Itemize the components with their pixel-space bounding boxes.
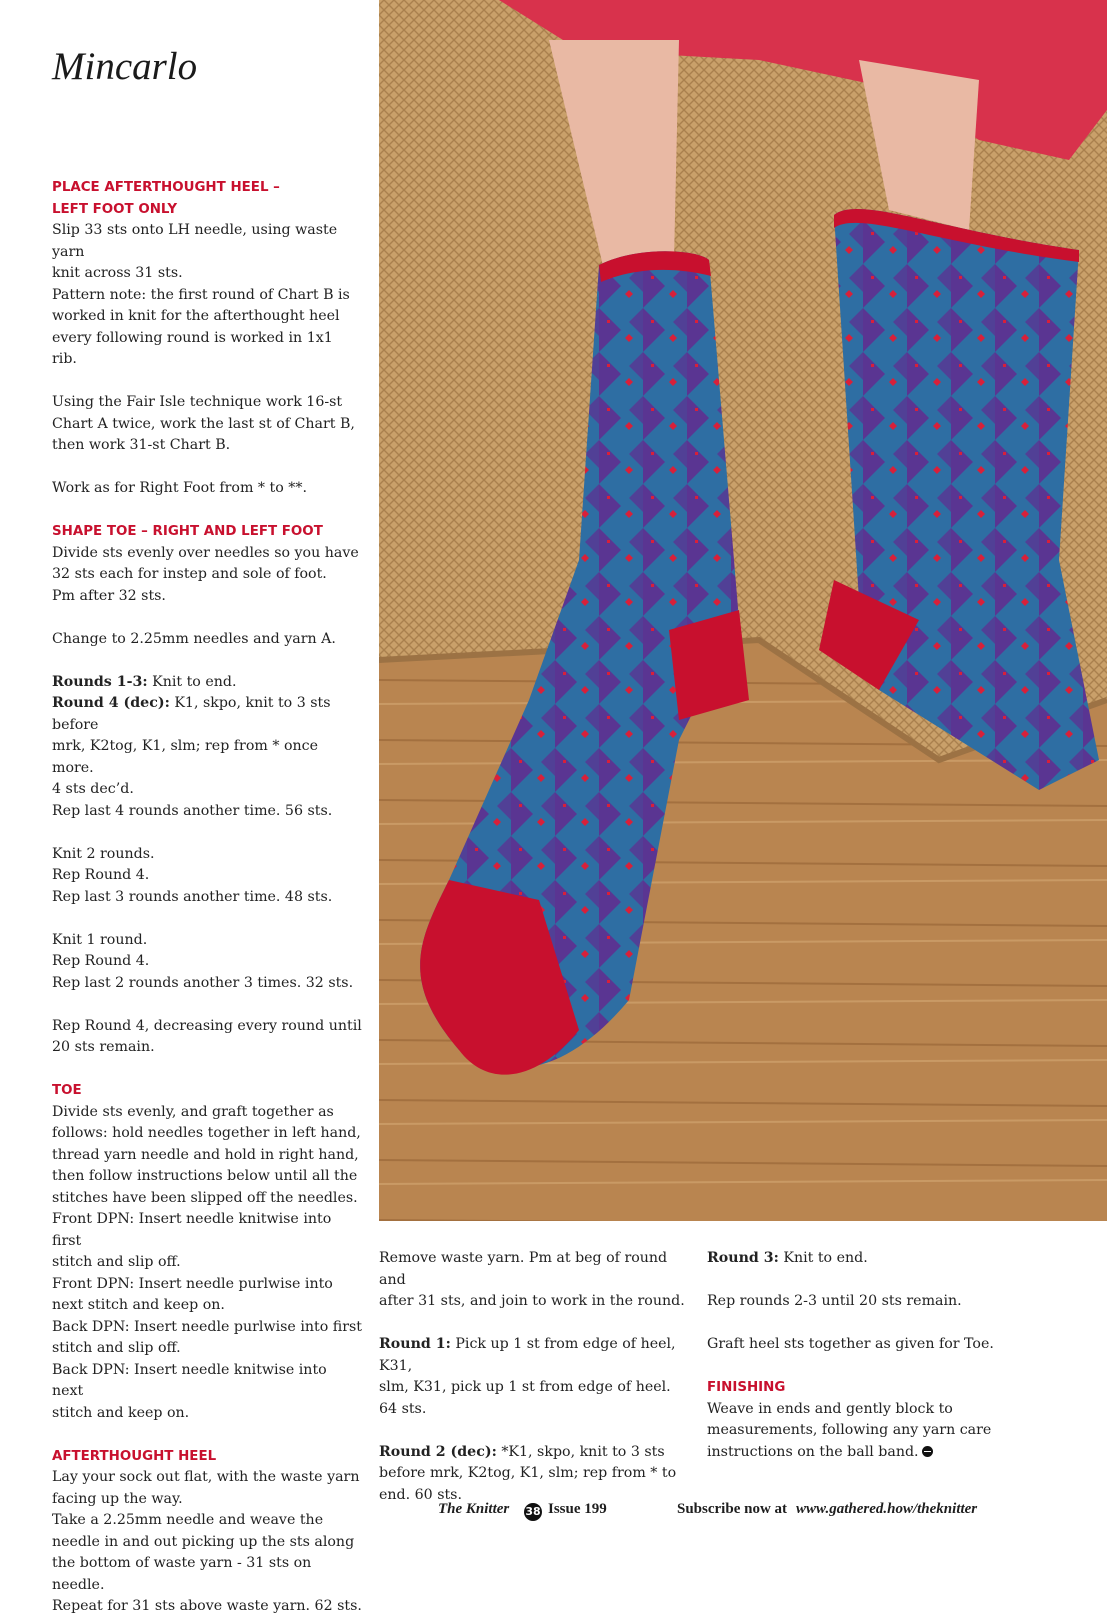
text-line: Front DPN: Insert needle knitwise into first <box>52 1211 332 1249</box>
magazine-name: The Knitter <box>438 1501 510 1517</box>
heading-shape-toe: SHAPE TOE – RIGHT AND LEFT FOOT <box>52 524 323 539</box>
text-line: Rep last 4 rounds another time. 56 sts. <box>52 802 333 819</box>
text-line: after 31 sts, and join to work in the round. <box>379 1293 685 1309</box>
round-text: Pick up 1 st from edge of heel, K31, <box>379 1336 676 1374</box>
right-column <box>707 1248 1007 1463</box>
text-line: Divide sts evenly over needles so you have <box>52 544 359 561</box>
text-line: Knit 1 round. <box>52 931 148 948</box>
text-line: Slip 33 sts onto LH needle, using waste yarn <box>52 222 338 260</box>
text-line <box>707 1442 1007 1464</box>
text-line: mrk, K2tog, K1, slm; rep from * once more. <box>52 738 318 776</box>
text-line <box>379 1442 691 1464</box>
text-line: stitches have been slipped off the needles. <box>52 1189 358 1206</box>
text-line: Graft heel sts together as given for Toe. <box>707 1336 994 1352</box>
text-line: next stitch and keep on. <box>52 1297 225 1313</box>
text-line <box>52 672 362 694</box>
round-label: Round 3: <box>707 1250 779 1266</box>
text-line: Back DPN: Insert needle knitwise into next <box>52 1361 327 1399</box>
heading-place-heel-2: LEFT FOOT ONLY <box>52 201 178 217</box>
text-line: facing up the way. <box>52 1490 183 1507</box>
text-line: follows: hold needles together in left hand, <box>52 1125 361 1141</box>
text-line: Rep Round 4. <box>52 867 150 883</box>
sock-illustration <box>379 0 1107 1221</box>
text-line: Front DPN: Insert needle purlwise into <box>52 1275 333 1292</box>
heading-place-heel: PLACE AFTERTHOUGHT HEEL – <box>52 180 280 195</box>
text-line: stitch and slip off. <box>52 1254 181 1270</box>
round-label: Round 1: <box>379 1336 451 1352</box>
sock-photo <box>379 0 1107 1221</box>
text-line: stitch and keep on. <box>52 1404 190 1421</box>
text-line: thread yarn needle and hold in right hand, <box>52 1146 359 1163</box>
round-label: Rounds 1-3: <box>52 673 148 690</box>
text-line: Lay your sock out flat, with the waste yarn <box>52 1469 360 1485</box>
text-line <box>707 1248 1007 1270</box>
left-column <box>52 177 362 1618</box>
finish-last-text: instructions on the ball band. <box>707 1443 919 1460</box>
text-line: knit across 31 sts. <box>52 265 183 281</box>
text-line: end. 60 sts. <box>379 1486 462 1503</box>
text-line: Remove waste yarn. Pm at beg of round and <box>379 1250 668 1288</box>
text-line: Weave in ends and gently block to <box>707 1400 953 1417</box>
text-line: Pattern note: the first round of Chart B is <box>52 286 350 303</box>
text-line: Pm after 32 sts. <box>52 587 166 604</box>
text-line: Knit 2 rounds. <box>52 845 155 862</box>
text-line: Take a 2.25mm needle and weave the <box>52 1512 324 1528</box>
text-line: every following round is worked in 1x1 rib. <box>52 329 333 367</box>
text-line: 20 sts remain. <box>52 1039 155 1055</box>
text-line: Repeat for 31 sts above waste yarn. 62 sts. <box>52 1598 362 1614</box>
middle-column <box>379 1248 691 1506</box>
text-line: Work as for Right Foot from * to **. <box>52 480 307 496</box>
text-line: Rep Round 4, decreasing every round until <box>52 1017 362 1034</box>
text-line: worked in knit for the afterthought heel <box>52 308 340 324</box>
text-line: Using the Fair Isle technique work 16-st <box>52 394 343 410</box>
text-line: Back DPN: Insert needle purlwise into first <box>52 1318 362 1335</box>
subscribe-link[interactable]: www.gathered.how/theknitter <box>796 1501 978 1517</box>
round-text: Knit to end. <box>778 1250 868 1266</box>
heading-afterthought-heel: AFTERTHOUGHT HEEL <box>52 1448 217 1464</box>
text-line <box>52 693 362 736</box>
subscribe-text: Subscribe now at <box>677 1501 788 1517</box>
round-label: Round 4 (dec): <box>52 695 170 711</box>
text-line <box>379 1334 691 1377</box>
page-title: Mincarlo <box>52 45 198 88</box>
text-line: Divide sts evenly, and graft together as <box>52 1103 334 1120</box>
text-line: stitch and slip off. <box>52 1340 181 1356</box>
text-line: then work 31-st Chart B. <box>52 437 231 453</box>
heading-finishing: FINISHING <box>707 1380 786 1395</box>
text-line: Rep Round 4. <box>52 953 150 969</box>
text-line: 64 sts. <box>379 1400 427 1417</box>
page-number: 38 <box>524 1503 542 1521</box>
text-line: needle in and out picking up the sts along <box>52 1533 355 1550</box>
text-line: Rep last 3 rounds another time. 48 sts. <box>52 888 333 905</box>
text-line: slm, K31, pick up 1 st from edge of heel. <box>379 1379 671 1395</box>
round-label: Round 2 (dec): <box>379 1443 497 1460</box>
round-text: Knit to end. <box>147 673 237 690</box>
text-line: before mrk, K2tog, K1, slm; rep from * to <box>379 1465 677 1481</box>
text-line: Rep last 2 rounds another 3 times. 32 sts. <box>52 974 354 991</box>
text-line: then follow instructions below until all the <box>52 1168 358 1184</box>
text-line: Change to 2.25mm needles and yarn A. <box>52 630 336 647</box>
text-line: measurements, following any yarn care <box>707 1422 992 1438</box>
heading-toe: TOE <box>52 1083 82 1098</box>
round-text: K1, skpo, knit to 3 sts before <box>52 695 331 733</box>
end-of-pattern-icon <box>922 1446 933 1457</box>
round-text: *K1, skpo, knit to 3 sts <box>496 1443 665 1460</box>
text-line: Chart A twice, work the last st of Chart B, <box>52 415 355 432</box>
issue-number: Issue 199 <box>548 1501 607 1517</box>
text-line: 4 sts dec’d. <box>52 781 134 797</box>
text-line: the bottom of waste yarn - 31 sts on needle. <box>52 1555 312 1593</box>
page-footer <box>0 1501 1107 1523</box>
text-line: Rep rounds 2-3 until 20 sts remain. <box>707 1293 962 1309</box>
text-line: 32 sts each for instep and sole of foot. <box>52 566 327 582</box>
